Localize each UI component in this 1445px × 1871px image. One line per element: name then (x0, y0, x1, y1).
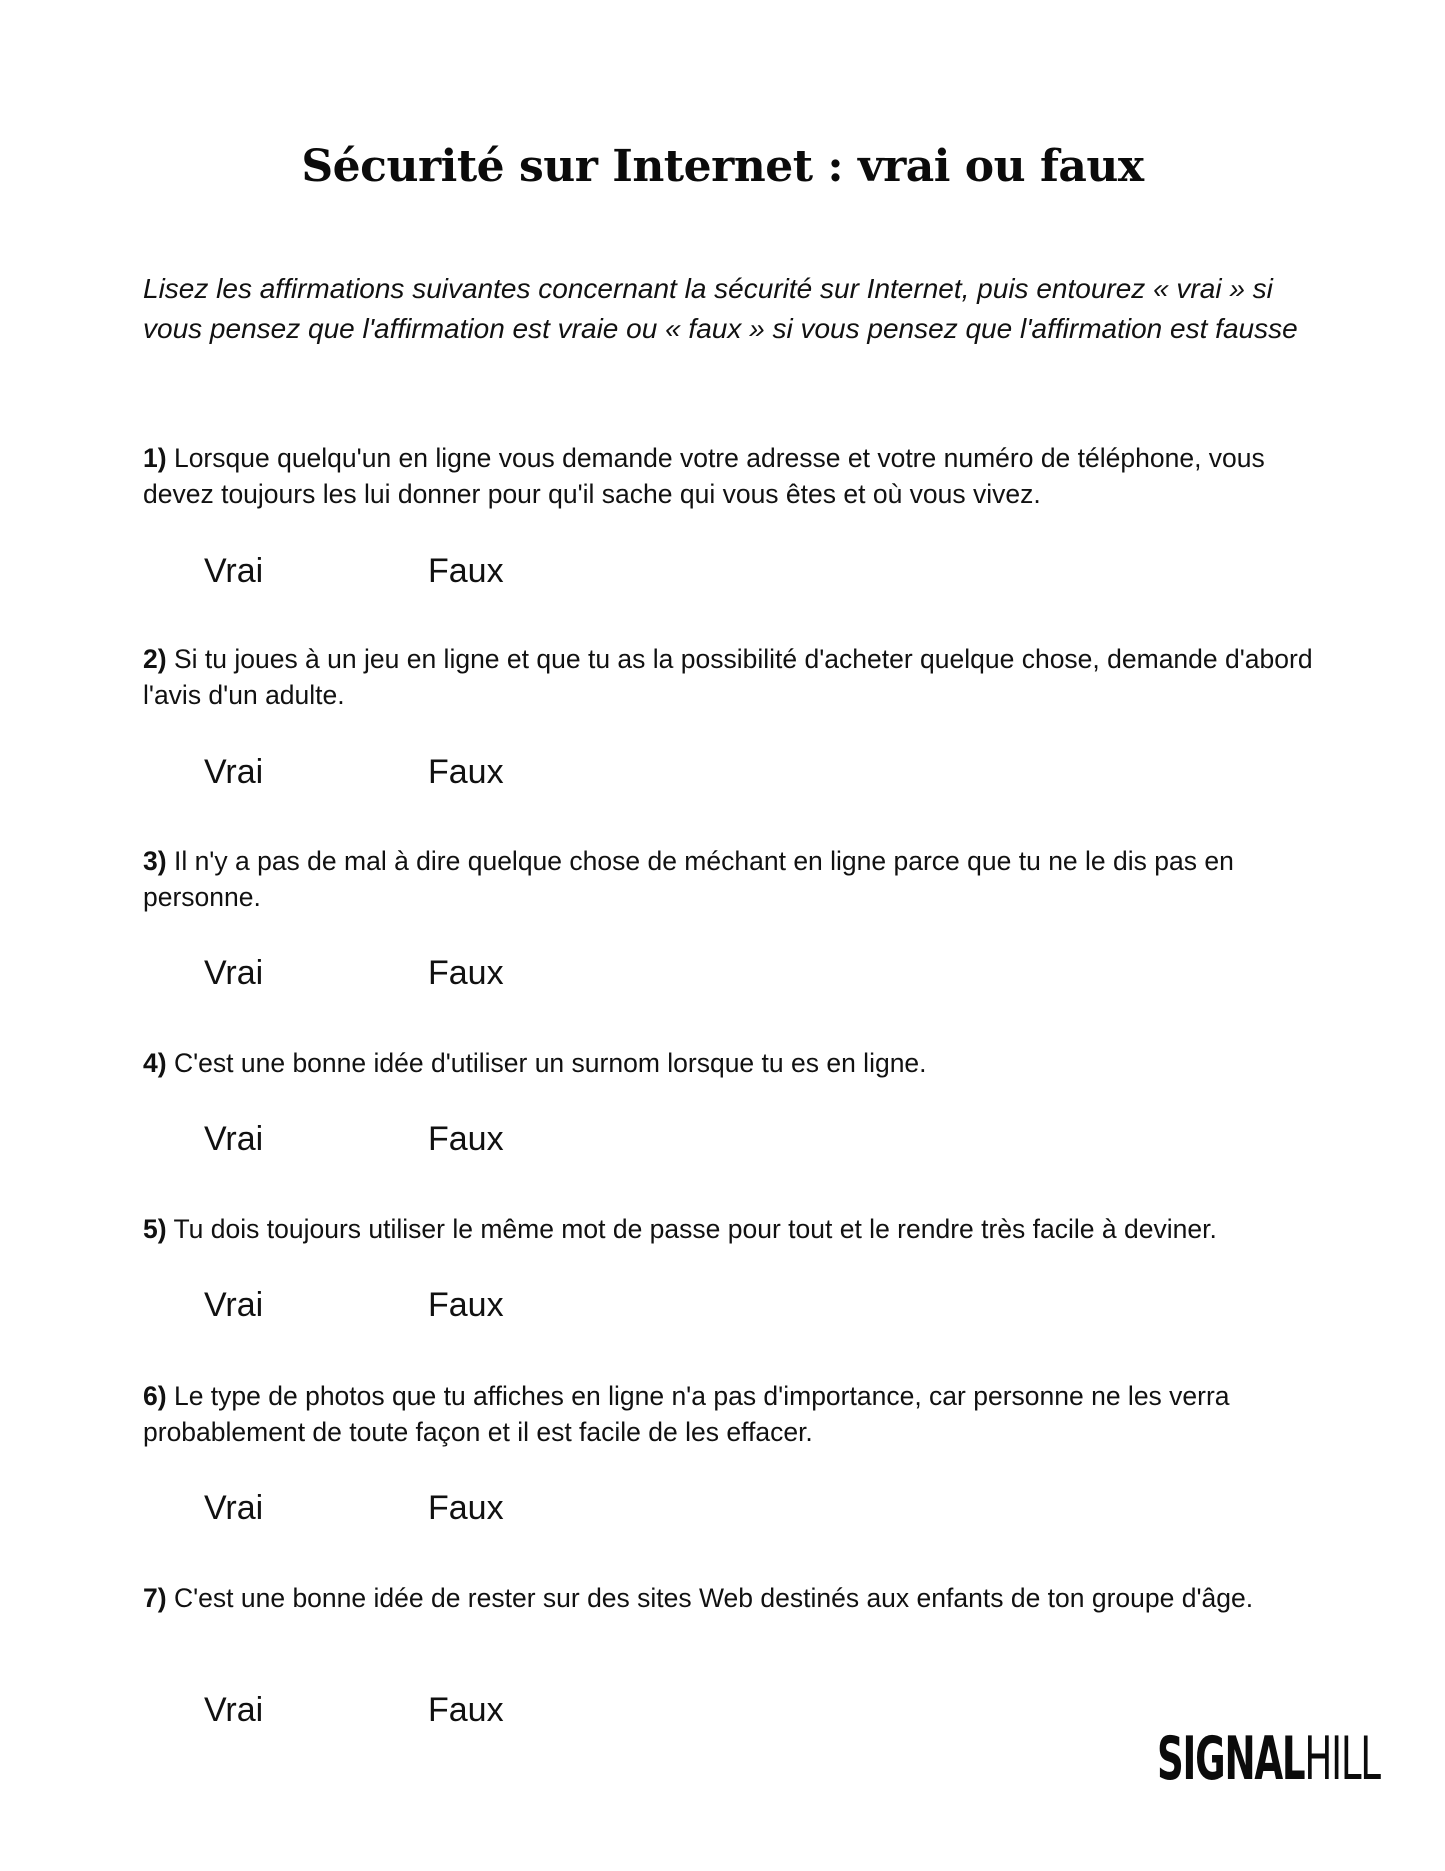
answer-vrai-2[interactable]: Vrai (204, 753, 264, 791)
question-text: Le type de photos que tu affiches en ligne n'a pas d'importance, car personne ne les verra probablement de toute façon et il est facile de les effacer. (143, 1381, 1230, 1447)
question-text: Tu dois toujours utiliser le même mot de passe pour tout et le rendre très facile à deviner. (173, 1214, 1217, 1244)
instructions: Lisez les affirmations suivantes concernant la sécurité sur Internet, puis entourez « vrai » si vous pensez que l'affirmation est vraie ou « faux » si vous pensez que l'affirmation est fausse (143, 273, 1298, 344)
answer-faux-4[interactable]: Faux (428, 1120, 504, 1158)
question-number: 1) (143, 443, 167, 473)
question-number: 4) (143, 1048, 167, 1078)
question-1 (143, 440, 1323, 512)
page-title: Sécurité sur Internet : vrai ou faux (301, 141, 1144, 192)
question-5 (143, 1211, 1323, 1247)
answer-vrai-6[interactable]: Vrai (204, 1489, 264, 1527)
question-text: Lorsque quelqu'un en ligne vous demande votre adresse et votre numéro de téléphone, vous devez toujours les lui donner pour qu'il sache qui vous êtes et où vous vivez. (143, 443, 1265, 509)
question-text: C'est une bonne idée d'utiliser un surnom lorsque tu es en ligne. (173, 1048, 927, 1078)
signalhill-logo (1157, 1724, 1380, 1794)
answer-vrai-5[interactable]: Vrai (204, 1286, 264, 1324)
answer-vrai-4[interactable]: Vrai (204, 1120, 264, 1158)
answer-faux-6[interactable]: Faux (428, 1489, 504, 1527)
logo-bold-text: SIGNAL (1157, 1724, 1305, 1794)
question-3 (143, 843, 1323, 915)
answer-faux-5[interactable]: Faux (428, 1286, 504, 1324)
question-text: Il n'y a pas de mal à dire quelque chose de méchant en ligne parce que tu ne le dis pas en personne. (143, 846, 1234, 912)
question-6 (143, 1378, 1323, 1450)
question-number: 2) (143, 644, 167, 674)
question-number: 5) (143, 1214, 167, 1244)
answer-vrai-3[interactable]: Vrai (204, 954, 264, 992)
question-text: Si tu joues à un jeu en ligne et que tu as la possibilité d'acheter quelque chose, demande d'abord l'avis d'un adulte. (143, 644, 1313, 710)
answer-vrai-7[interactable]: Vrai (204, 1691, 264, 1729)
question-2 (143, 641, 1323, 713)
answer-faux-1[interactable]: Faux (428, 552, 504, 590)
question-4 (143, 1045, 1323, 1081)
answer-faux-3[interactable]: Faux (428, 954, 504, 992)
question-number: 6) (143, 1381, 167, 1411)
question-number: 7) (143, 1583, 167, 1613)
question-number: 3) (143, 846, 167, 876)
answer-vrai-1[interactable]: Vrai (204, 552, 264, 590)
question-7 (143, 1580, 1323, 1616)
answer-faux-7[interactable]: Faux (428, 1691, 504, 1729)
question-text: C'est une bonne idée de rester sur des sites Web destinés aux enfants de ton groupe d'âge. (173, 1583, 1254, 1613)
answer-faux-2[interactable]: Faux (428, 753, 504, 791)
logo-thin-text: HILL (1304, 1724, 1380, 1794)
